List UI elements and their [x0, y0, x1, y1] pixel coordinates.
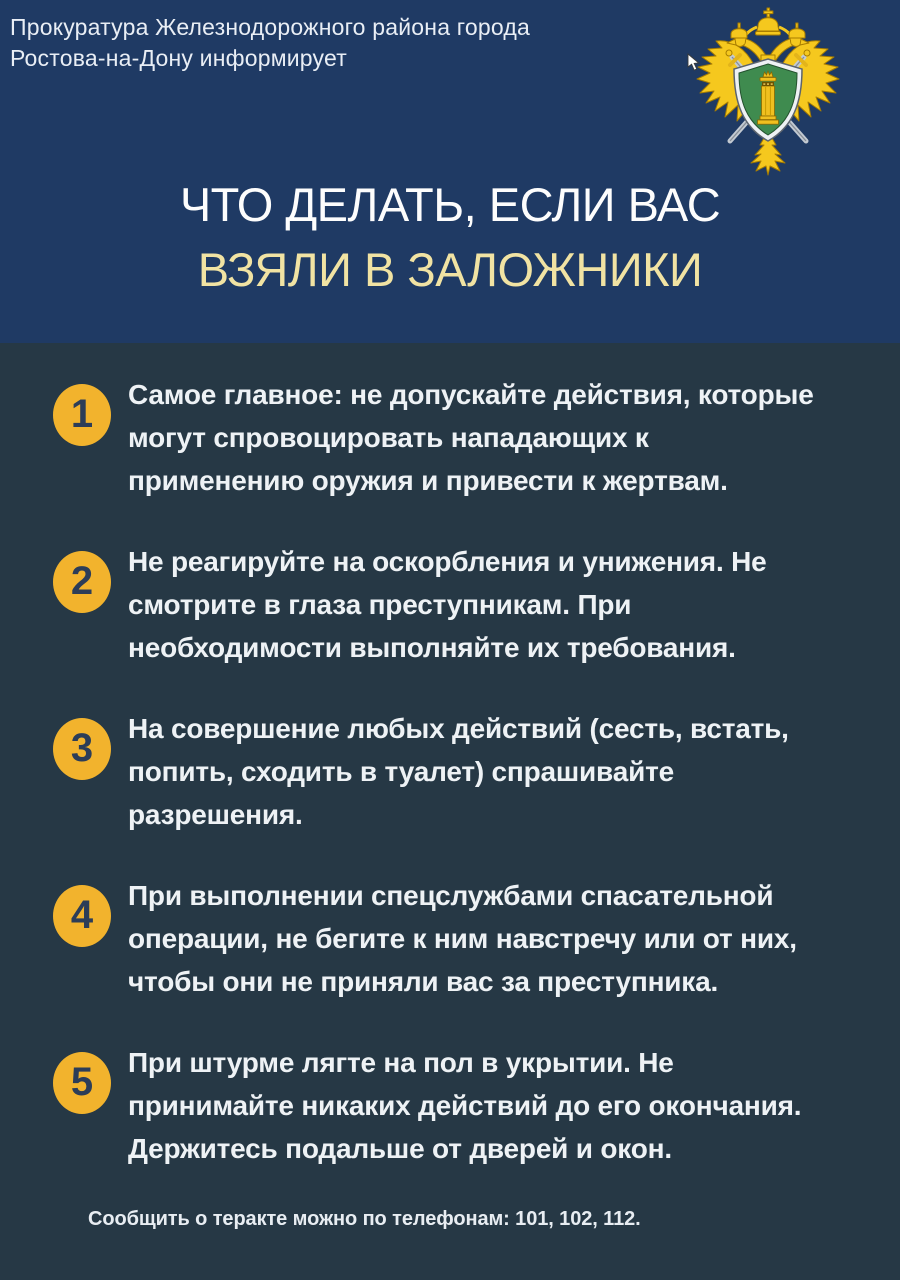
instruction-line: применению оружия и привести к жертвам. — [128, 465, 728, 496]
instruction-line: необходимости выполняйте их требования. — [128, 632, 736, 663]
instruction-line: разрешения. — [128, 799, 303, 830]
instructions-section — [0, 343, 900, 1280]
step-number-badge — [53, 384, 111, 446]
instruction-item-3 — [53, 707, 860, 836]
step-number-badge — [53, 551, 111, 613]
instruction-item-5 — [53, 1041, 860, 1170]
step-number: 2 — [70, 559, 94, 603]
instruction-text — [128, 707, 789, 836]
instruction-line: могут спровоцировать нападающих к — [128, 422, 649, 453]
instruction-line: На совершение любых действий (сесть, встать, — [128, 713, 789, 744]
poster-title — [0, 172, 900, 302]
instruction-line: смотрите в глаза преступникам. При — [128, 589, 632, 620]
header-section — [0, 0, 900, 343]
poster-title-line1: ЧТО ДЕЛАТЬ, ЕСЛИ ВАС — [179, 178, 721, 231]
step-number: 4 — [70, 893, 94, 937]
instruction-text — [128, 1041, 801, 1170]
emergency-phones-note: Сообщить о теракте можно по телефонам: 101, 102, 112. — [88, 1208, 641, 1230]
instruction-line: При выполнении спецслужбами спасательной — [128, 880, 774, 911]
instruction-text — [128, 874, 797, 1003]
instruction-text — [128, 373, 814, 502]
instruction-line: принимайте никаких действий до его окончания. — [128, 1090, 802, 1121]
instruction-item-2 — [53, 540, 860, 669]
instruction-line: При штурме лягте на пол в укрытии. Не — [128, 1047, 674, 1078]
org-name-line2: Ростова-на-Дону информирует — [10, 45, 347, 71]
instruction-item-1 — [53, 373, 860, 502]
instruction-line: операции, не бегите к ним навстречу или от них, — [128, 923, 797, 954]
poster-title-line2: ВЗЯЛИ В ЗАЛОЖНИКИ — [197, 243, 703, 296]
step-number-badge — [53, 885, 111, 947]
instruction-line: Самое главное: не допускайте действия, которые — [128, 379, 814, 410]
step-number-badge — [53, 718, 111, 780]
org-name — [10, 12, 530, 74]
step-number: 5 — [70, 1060, 94, 1104]
instruction-text — [128, 540, 767, 669]
instruction-item-4 — [53, 874, 860, 1003]
instruction-line: Не реагируйте на оскорбления и унижения. Не — [128, 546, 767, 577]
instructions-list — [0, 343, 900, 1170]
step-number-badge — [53, 1052, 111, 1114]
instruction-line: чтобы они не приняли вас за преступника. — [128, 966, 719, 997]
prosecutor-eagle-emblem-icon — [688, 5, 848, 177]
mouse-cursor-icon — [687, 53, 701, 72]
step-number: 1 — [70, 392, 94, 436]
instruction-line: попить, сходить в туалет) спрашивайте — [128, 756, 674, 787]
instruction-line: Держитесь подальше от дверей и окон. — [128, 1133, 672, 1164]
org-name-line1: Прокуратура Железнодорожного района города — [10, 14, 530, 40]
step-number: 3 — [70, 726, 94, 770]
